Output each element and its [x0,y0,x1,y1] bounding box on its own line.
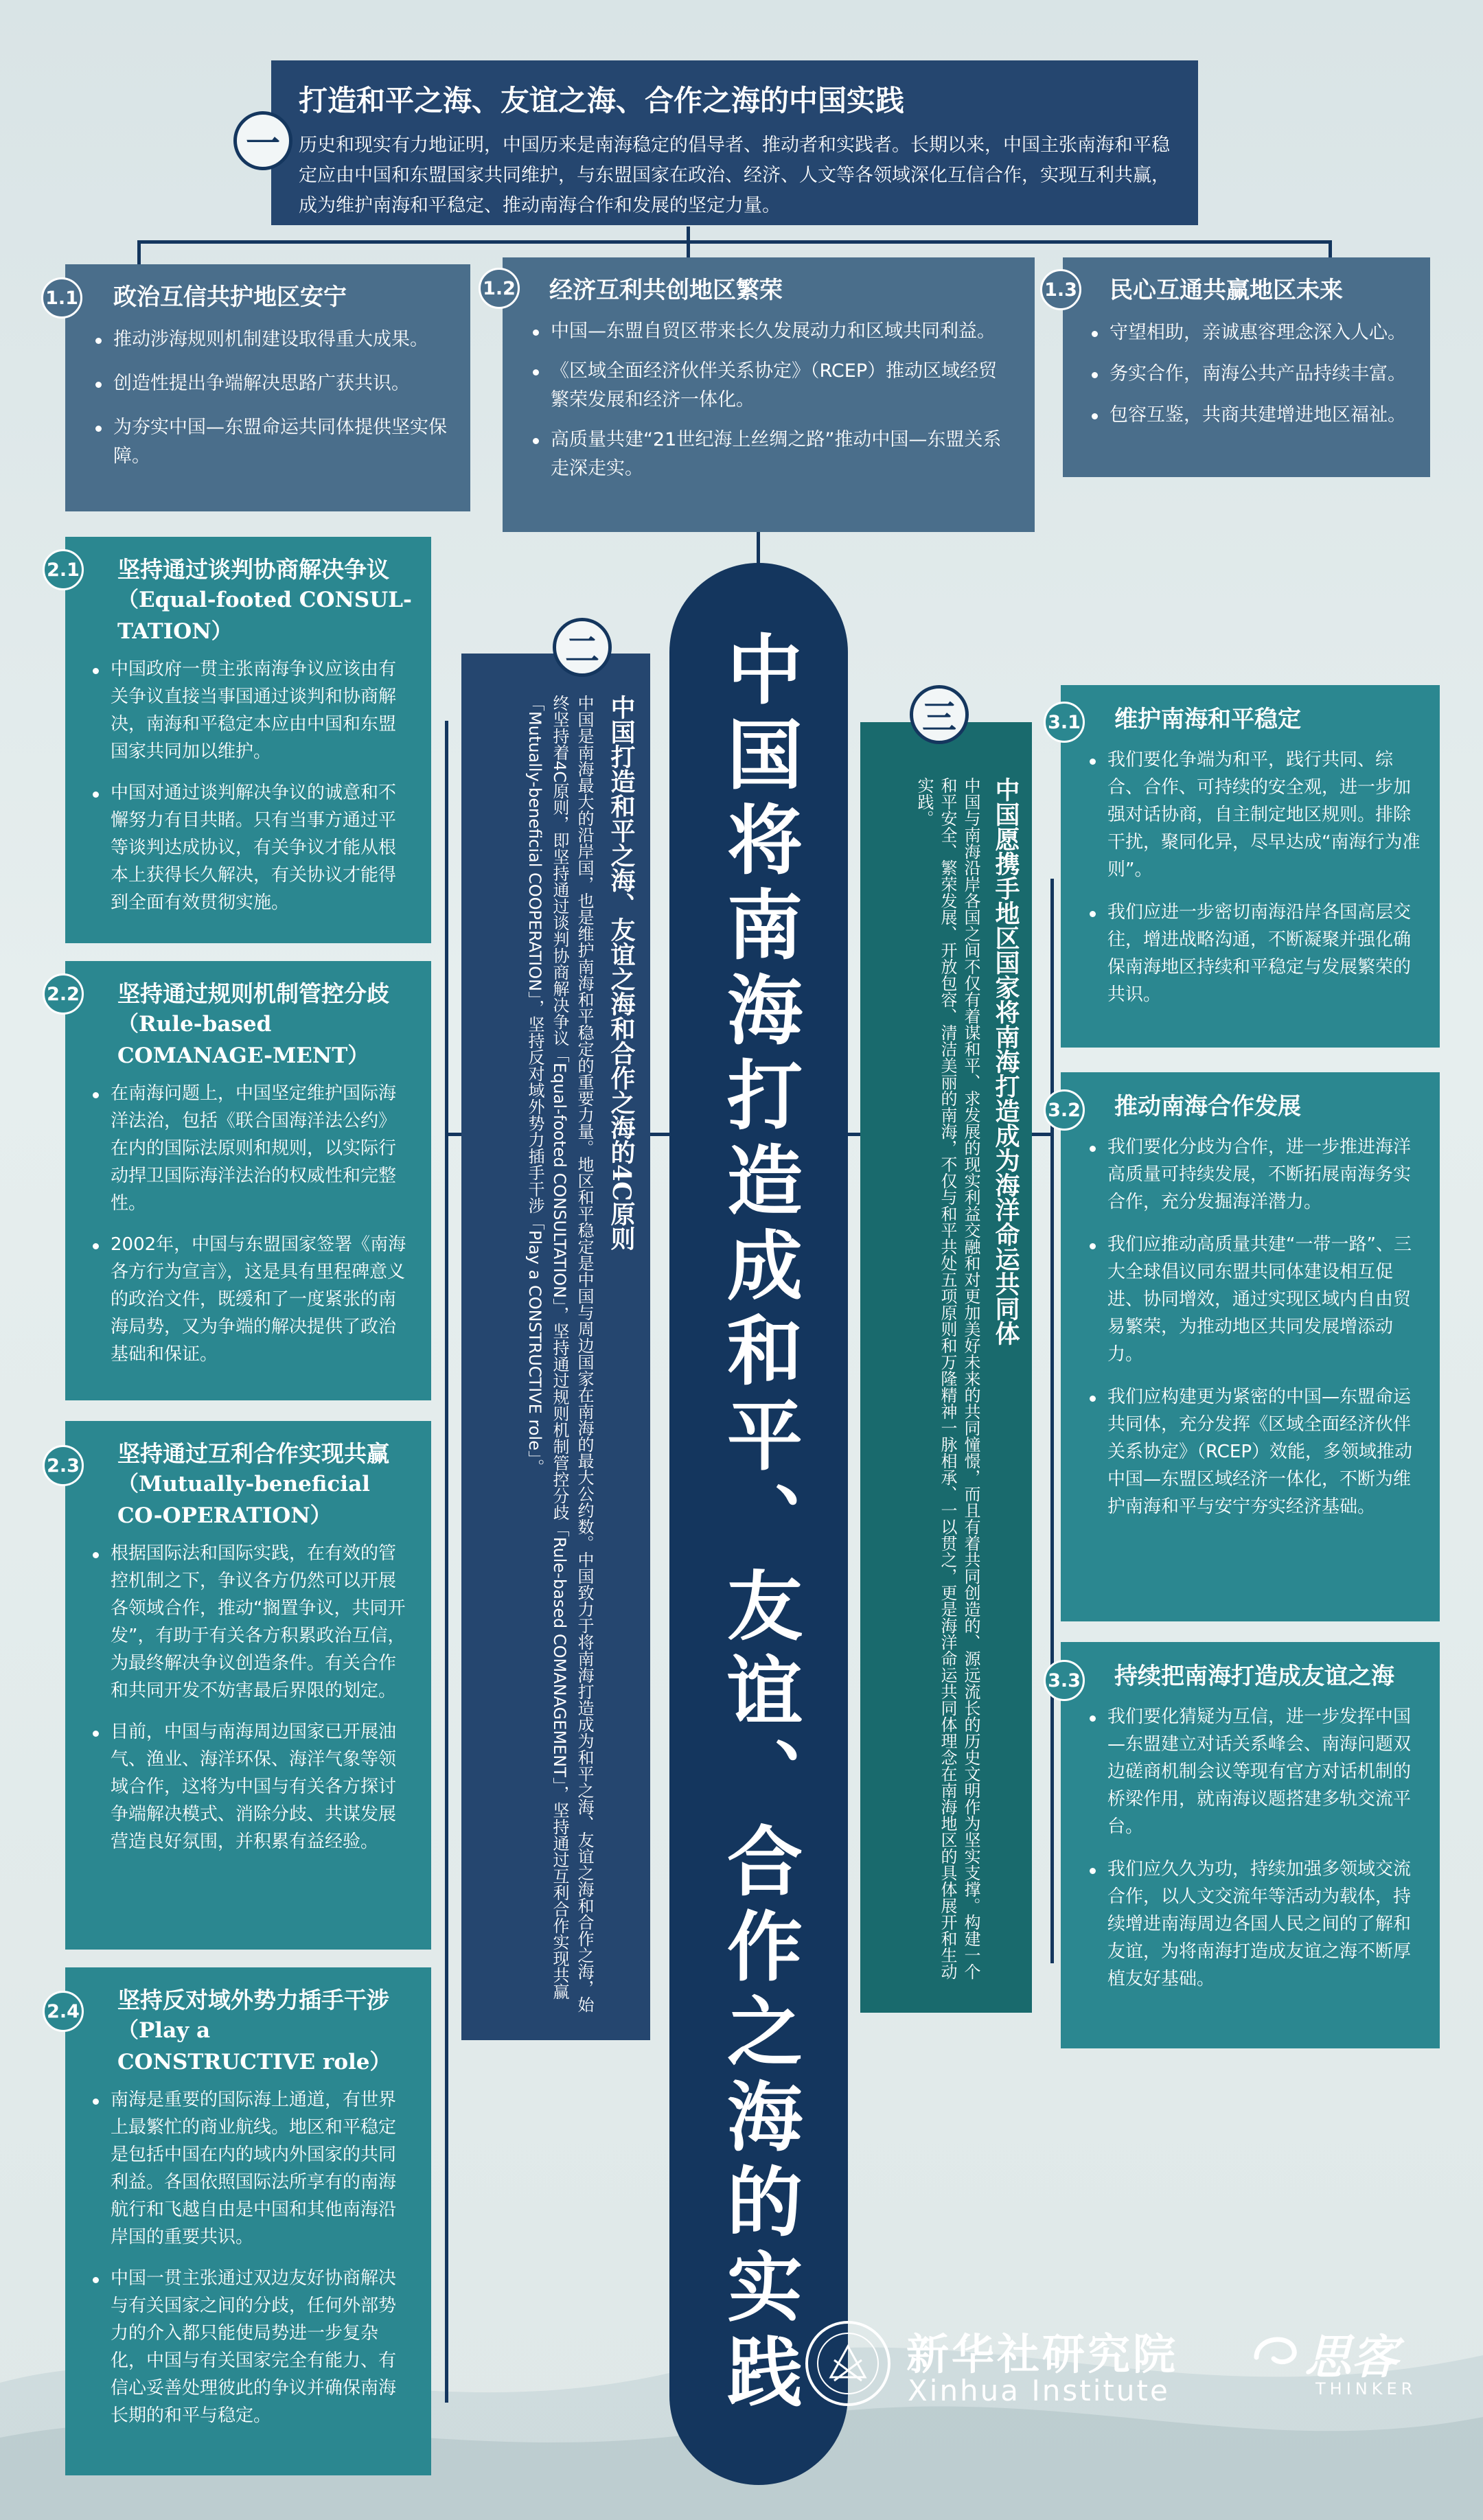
section3-body: 中国与南海沿岸各国之间不仅有着谋和平、求发展的现实利益交融和对更加美好未来的共同憧憬，而且有着共同创造的、源远流长的历史文明作为坚实支撑。构建一个和平安全、繁荣发展、开放包容、清洁美丽的南海，不仅与和平共处五项原则和万隆精神一脉相承、一以贯之，更是海洋命运共同体理念在南海地区的具体展开和生动实践。 [915,777,980,1980]
list-item: 我们要化猜疑为互信，进一步发挥中国—东盟建立对话关系峰会、南海问题双边磋商机制会议等现有官方对话机制的桥梁作用，就南海议题搭建多轨交流平台。 [1080,1703,1421,1840]
card-3-3-title: 持续把南海打造成友谊之海 [1114,1663,1394,1690]
card-3-2-list [1080,1133,1421,1521]
card-2-1-badge: 2.1 [43,549,84,590]
list-item: 2002年，中国与东盟国家签署《南海各方行为宣言》，这是具有里程碑意义的政治文件，既缓和了一度紧张的南海局势，又为争端的解决提供了政治基础和保证。 [83,1231,413,1368]
section3-title: 中国愿携手地区国家将南海打造成为海洋命运共同体 [991,777,1020,1345]
section2-panel [461,654,650,2040]
section3-badge: 三 [910,685,969,744]
list-item: 中国一贯主张通过双边友好协商解决与有关国家之间的分歧，任何外部势力的介入都只能使局势进一步复杂化，中国与有关国家完全有能力、有信心妥善处理彼此的争议并确保南海长期的和平与稳定。 [83,2265,413,2429]
list-item: 创造性提出争端解决思路广获共识。 [86,369,450,398]
section2-title: 中国打造和平之海、友谊之海和合作之海的4C原则 [607,695,636,1251]
card-3-2-badge: 3.2 [1044,1089,1085,1131]
connector-left-vertical [445,721,448,2403]
list-item: 守望相助，亲诚惠容理念深入人心。 [1082,319,1411,347]
card-1-2-badge: 1.2 [479,268,520,309]
card-1-1-title: 政治互信共护地区安宁 [113,284,347,311]
section1-body: 历史和现实有力地证明，中国历来是南海稳定的倡导者、推动者和实践者。长期以来，中国主张南海和平稳定应由中国和东盟国家共同维护，与东盟国家在政治、经济、人文等各领域深化互信合作，实现互利共赢，成为维护南海和平稳定、推动南海合作和发展的坚定力量。 [299,135,1170,216]
card-2-1 [65,537,431,943]
card-3-2 [1061,1072,1440,1621]
card-1-1-list [86,325,450,471]
card-3-2-title: 推动南海合作发展 [1114,1093,1301,1120]
card-2-3-list [83,1540,413,1856]
connector-right-vertical [1050,879,1054,1963]
list-item: 包容互鉴，共商共建增进地区福祉。 [1082,401,1411,430]
connector-top-drop-2 [687,227,690,257]
card-1-3 [1063,257,1430,477]
card-3-1 [1061,685,1440,1048]
thinker-name-en: THINKER [1315,2379,1417,2398]
card-3-1-list [1080,746,1421,1008]
card-1-1-badge: 1.1 [41,277,82,319]
thinker-wave-icon [1250,2323,1304,2378]
section2-badge: 二 [553,618,612,677]
list-item: 在南海问题上，中国坚定维护国际海洋法治，包括《联合国海洋法公约》在内的国际法原则和规则，以实际行动捍卫国际海洋法治的权威性和完整性。 [83,1080,413,1217]
list-item: 目前，中国与南海周边国家已开展油气、渔业、海洋环保、海洋气象等领域合作，这将为中国与有关各方探讨争端解决模式、消除分歧、共谋发展营造良好氛围，并积累有益经验。 [83,1718,413,1856]
section3-panel [860,722,1032,2013]
list-item: 中国对通过谈判解决争议的诚意和不懈努力有目共睹。只有当事方通过平等谈判达成协议，有关争议才能从根本上获得长久解决，有关协议才能得到全面有效贯彻实施。 [83,779,413,916]
card-2-2 [65,961,431,1400]
list-item: 高质量共建“21世纪海上丝绸之路”推动中国—东盟关系走深走实。 [523,426,1014,483]
card-2-4-title-en: （Play a CONSTRUCTIVE role） [117,2018,391,2074]
thinker-name-cn: 思客 [1304,2330,1399,2385]
section1-badge: 一 [233,111,292,170]
card-2-2-badge: 2.2 [43,973,84,1015]
list-item: 中国政府一贯主张南海争议应该由有关争议直接当事国通过谈判和协商解决，南海和平稳定本应由中国和东盟国家共同加以维护。 [83,656,413,765]
card-3-3 [1061,1642,1440,2048]
card-3-3-badge: 3.3 [1044,1660,1085,1701]
list-item: 《区域全面经济伙伴关系协定》（RCEP）推动区域经贸繁荣发展和经济一体化。 [523,357,1014,415]
card-3-1-badge: 3.1 [1044,702,1085,743]
card-2-3-badge: 2.3 [43,1445,84,1486]
card-1-3-badge: 1.3 [1040,269,1081,310]
section1-header [271,60,1198,225]
card-2-4-title: 坚持反对域外势力插手干涉 [117,1987,389,2013]
card-2-4-list [83,2086,413,2429]
main-title-pill [669,563,848,2485]
list-item: 我们应进一步密切南海沿岸各国高层交往，增进战略沟通，不断凝聚并强化确保南海地区持续和平稳定与发展繁荣的共识。 [1080,899,1421,1008]
list-item: 中国—东盟自贸区带来长久发展动力和区域共同利益。 [523,317,1014,346]
card-2-2-title-en: （Rule-based COMANAGE-MENT） [117,1012,369,1068]
xinhua-name-en: Xinhua Institute [908,2374,1170,2407]
list-item: 我们应久久为功，持续加强多领域交流合作，以人文交流年等活动为载体，持续增进南海周边各国人民之间的了解和友谊，为将南海打造成友谊之海不断厚植友好基础。 [1080,1856,1421,1993]
list-item: 为夯实中国—东盟命运共同体提供坚实保障。 [86,413,450,471]
section2-body: 中国是南海最大的沿岸国，也是维护南海和平稳定的重要力量。地区和平稳定是中国与周边国家在南海的最大公约数。中国致力于将南海打造成为和平之海、友谊之海和合作之海，始终坚持着4C原则，即坚持通过谈判协商解决争议「Equal-footed CONSULTATION」，坚持通过规则机制管控分歧「Rule-based COMANAGEMENT」，坚持通过互利合作实现共赢「Mutually-beneficial COOPERATION」，坚持反对域外势力插手干涉「Play a CONSTRUCTIVE role」。 [525,695,594,2013]
connector-top-horizontal [137,240,1332,244]
list-item: 务实合作，南海公共产品持续丰富。 [1082,360,1411,389]
card-1-3-title: 民心互通共赢地区未来 [1110,277,1343,304]
list-item: 推动涉海规则机制建设取得重大成果。 [86,325,450,354]
list-item: 我们要化争端为和平，践行共同、综合、合作、可持续的安全观，进一步加强对话协商，自主制定地区规则。排除干扰，聚同化异，尽早达成“南海行为准则”。 [1080,746,1421,883]
card-2-3-title-en: （Mutually-beneficial CO-OPERATION） [117,1472,370,1528]
list-item: 我们应推动高质量共建“一带一路”、三大全球倡议同东盟共同体建设相互促进、协同增效，通过实现区域内自由贸易繁荣，为推动地区共同发展增添动力。 [1080,1231,1421,1368]
list-item: 南海是重要的国际海上通道，有世界上最繁忙的商业航线。地区和平稳定是包括中国在内的域内外国家的共同利益。各国依照国际法所享有的南海航行和飞越自由是中国和其他南海沿岸国的重要共识。 [83,2086,413,2251]
list-item: 根据国际法和国际实践，在有效的管控机制之下，争议各方仍然可以开展各领域合作，推动“搁置争议，共同开发”，有助于有关各方积累政治互信，为最终解决争议创造条件。有关合作和共同开发不妨害最后界限的划定。 [83,1540,413,1704]
card-2-3 [65,1421,431,1950]
card-2-1-title-en: （Equal-footed CONSUL-TATION） [117,588,412,644]
card-1-2-list [523,317,1014,483]
main-title: 中国将南海打造成和平、友谊、合作之海的实践 [715,630,803,2418]
card-1-1 [65,264,470,511]
card-2-2-list [83,1080,413,1368]
card-1-2-title: 经济互利共创地区繁荣 [549,277,783,304]
xinhua-seal-icon [803,2319,893,2408]
list-item: 我们应构建更为紧密的中国—东盟命运共同体，充分发挥《区域全面经济伙伴关系协定》（RCEP）效能，多领域推动中国—东盟区域经济一体化，不断为维护南海和平与安宁夯实经济基础。 [1080,1383,1421,1521]
xinhua-name-cn: 新华社研究院 [906,2329,1179,2379]
card-3-1-title: 维护南海和平稳定 [1114,706,1301,733]
card-2-1-list [83,656,413,916]
card-1-2 [503,257,1035,532]
section1-title: 打造和平之海、友谊之海、合作之海的中国实践 [299,84,905,117]
card-1-3-list [1082,319,1411,430]
card-2-4-badge: 2.4 [43,1991,84,2032]
card-2-3-title: 坚持通过互利合作实现共赢 [117,1440,389,1467]
thinker-logo [1250,2313,1442,2416]
card-2-2-title: 坚持通过规则机制管控分歧 [117,980,389,1007]
card-2-4 [65,1967,431,2475]
connector-top-drop-1 [137,240,141,268]
card-3-3-list [1080,1703,1421,1993]
card-2-1-title: 坚持通过谈判协商解决争议 [117,556,389,583]
list-item: 我们要化分歧为合作，进一步推进海洋高质量可持续发展，不断拓展南海务实合作，充分发掘海洋潜力。 [1080,1133,1421,1216]
